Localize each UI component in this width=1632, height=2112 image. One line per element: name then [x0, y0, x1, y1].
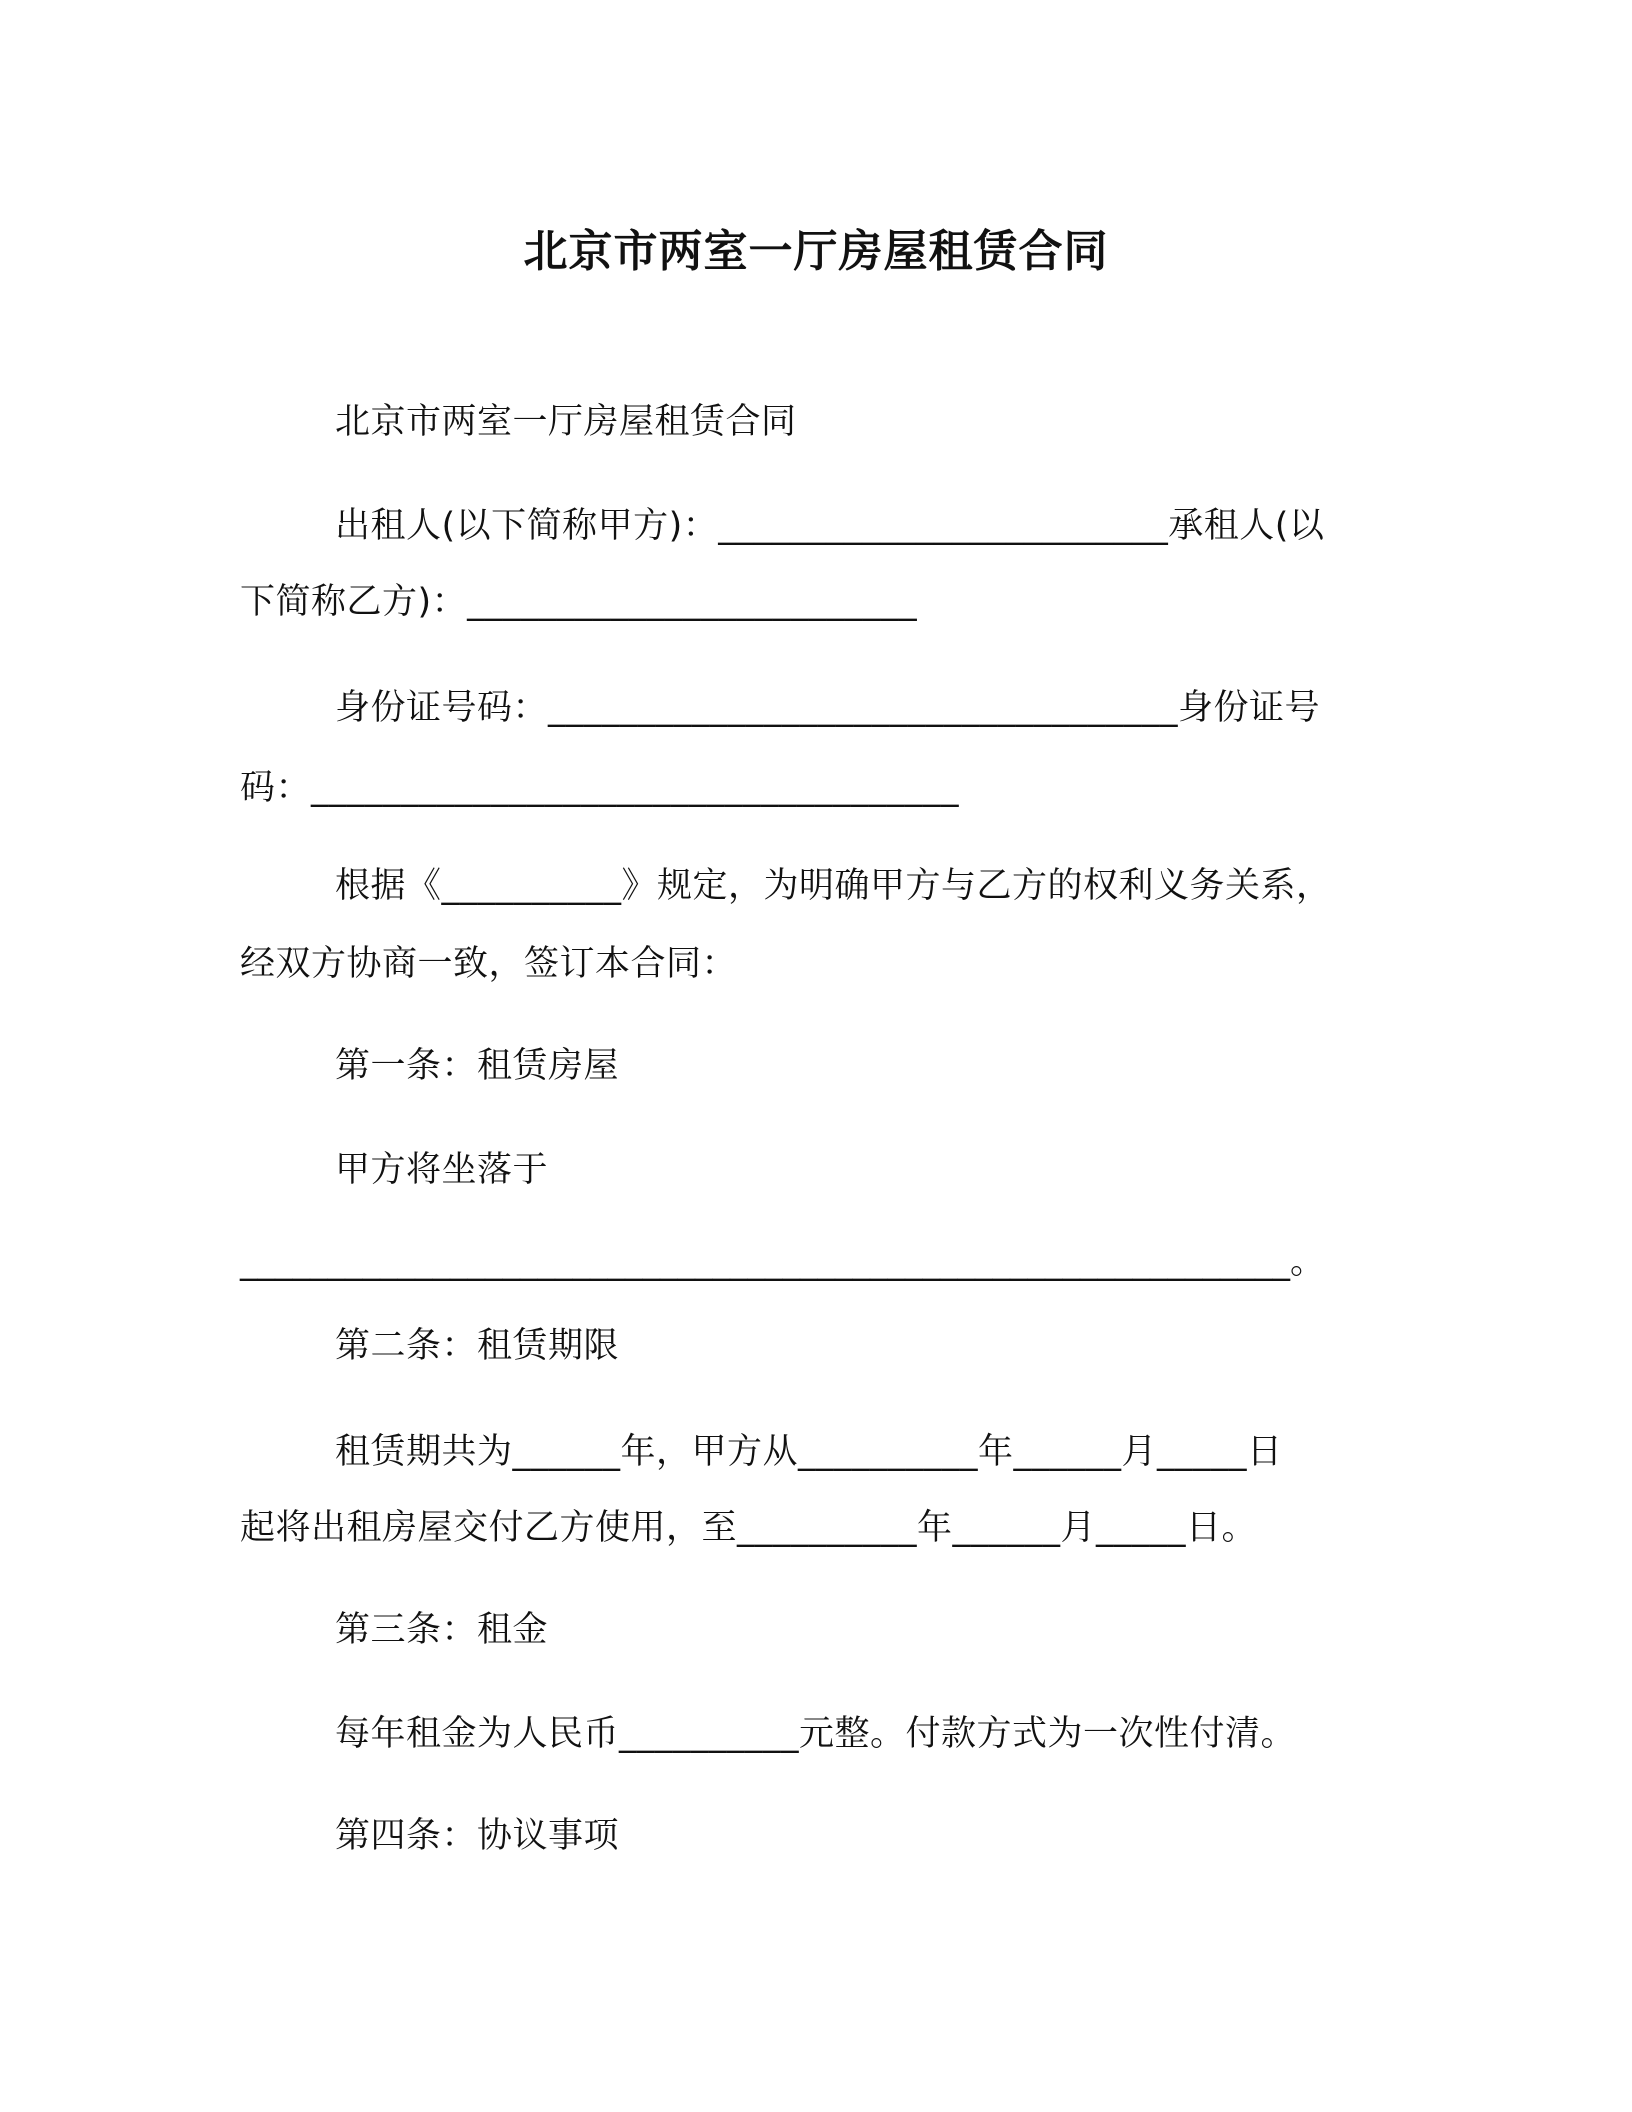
- property-location-line: 甲方将坐落于: [335, 1150, 549, 1190]
- basis-line-2: 经双方协商一致，签订本合同：: [240, 944, 738, 984]
- article-1-heading: 第一条：租赁房屋: [335, 1046, 620, 1086]
- id-number-line: 身份证号码：___________________________________身份证号: [335, 688, 1321, 728]
- article-4-heading: 第四条：协议事项: [335, 1816, 620, 1856]
- document-title: 北京市两室一厅房屋租赁合同: [523, 226, 1109, 277]
- lessor-line: 出租人(以下简称甲方)：_________________________承租人(以: [335, 506, 1325, 546]
- lease-term-line: 租赁期共为______年，甲方从__________年______月_____日: [335, 1432, 1283, 1472]
- contract-name-line: 北京市两室一厅房屋租赁合同: [335, 402, 797, 442]
- id-number-line-2: 码：____________________________________: [240, 768, 960, 808]
- article-3-heading: 第三条：租金: [335, 1610, 549, 1650]
- property-address-blank: ____________________________________________________________。: [240, 1242, 1326, 1282]
- article-2-heading: 第二条：租赁期限: [335, 1326, 620, 1366]
- lease-term-line-2: 起将出租房屋交付乙方使用，至__________年______月_____日。: [240, 1508, 1258, 1548]
- basis-line: 根据《__________》规定，为明确甲方与乙方的权利义务关系，: [335, 866, 1332, 906]
- rent-line: 每年租金为人民币__________元整。付款方式为一次性付清。: [335, 1714, 1297, 1754]
- lessee-line: 下简称乙方)：_________________________: [240, 582, 918, 622]
